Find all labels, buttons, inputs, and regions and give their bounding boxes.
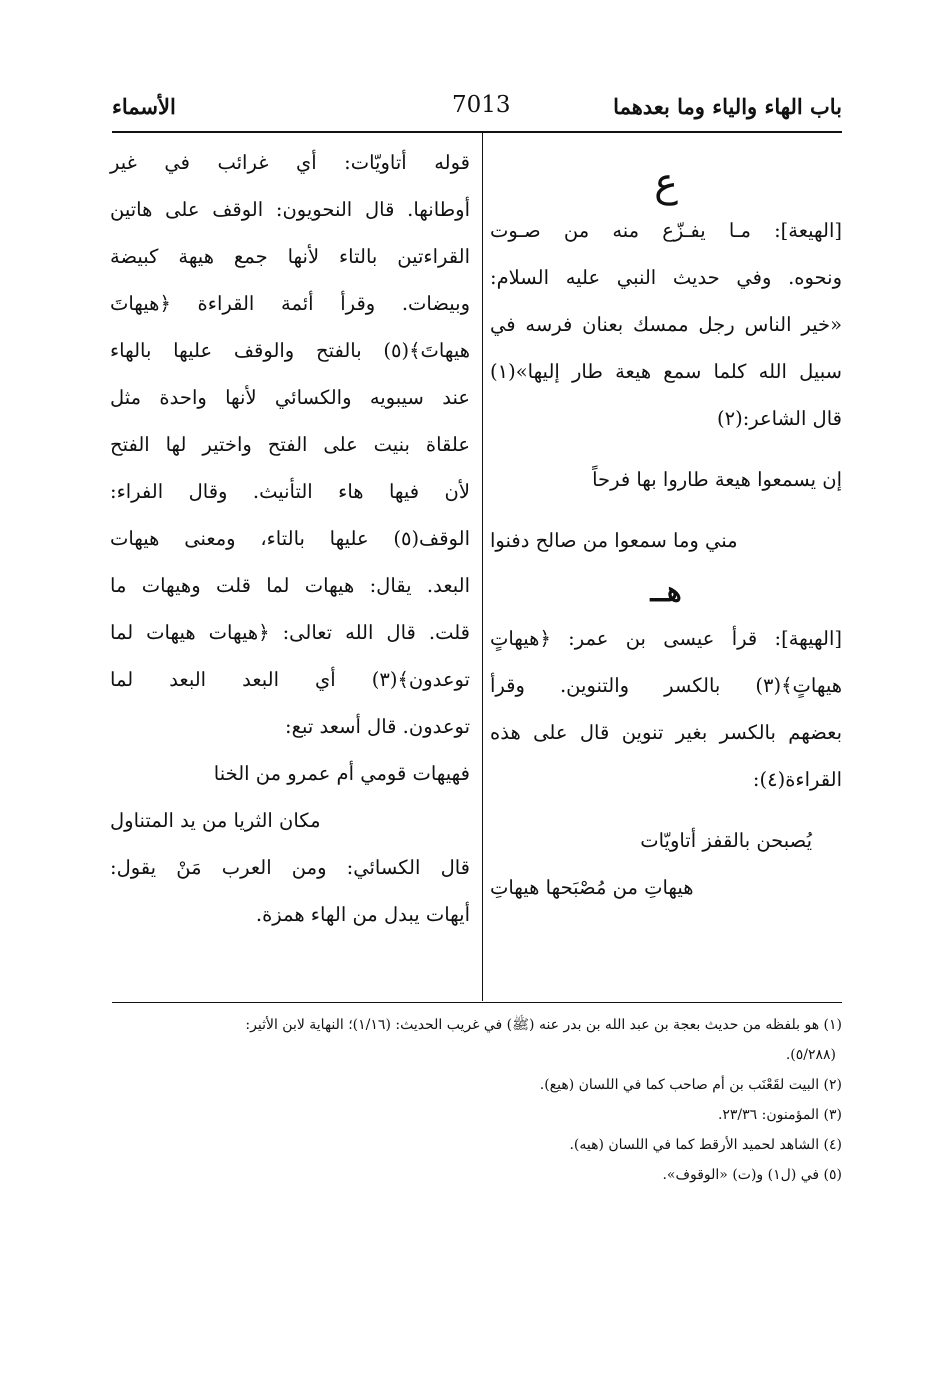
text-line: البعد. يقال: هيهات لما قلت وهيهات ما [110,574,470,597]
verse-line: مكان الثريا من يد المتناول [110,809,321,832]
text-line: علقاة بنيت على الفتح واختير لها الفتح [110,433,470,456]
text-line: هيهاتٍ﴾(٣) بالكسر والتنوين. وقرأ [490,674,842,697]
letter-ain-heading: ع [654,160,678,206]
footnote: (٥/٢٨٨). [785,1047,836,1063]
footnotes [112,1016,842,1196]
left-column [110,150,470,949]
header-rule [112,131,842,133]
text-line: سبيل الله كلما سمع هيعة طار إليها»(١) [490,360,842,383]
right-column [490,150,842,922]
text-line: أيهات يبدل من الهاء همزة. [255,903,470,926]
footnote: (٤) الشاهد لحميد الأرقط كما في اللسان (هيه). [569,1137,842,1153]
text-line: قال الشاعر:(٢) [717,407,842,430]
footnote: (٥) في (ل١) و(ت) «الوقوف». [662,1167,842,1183]
text-line: وبيضات. وقرأ أئمة القراءة ﴿هيهاتَ [110,292,470,315]
text-line: قوله أتاويّات: أي غرائب في غير [110,151,470,174]
text-line: أوطانها. قال النحويون: الوقف على هاتين [110,198,470,221]
text-line: لأن فيها هاء التأنيث. وقال الفراء: [110,480,470,503]
verse-line: فهيهات قومي أم عمرو من الخنا [213,762,470,785]
text-line: هيهاتَ﴾(٥) بالفتح والوقف عليها بالهاء [110,339,470,362]
verse-line: إن يسمعوا هيعة طاروا بها فرحاً [592,468,842,491]
text-line: ونحوه. وفي حديث النبي عليه السلام: [490,266,842,289]
text-line: «خير الناس رجل ممسك بعنان فرسه في [490,313,842,336]
text-line: توعدون. قال أسعد تبع: [285,715,470,738]
text-line: القراءة(٤): [752,768,842,791]
footnote-rule [112,1002,842,1003]
verse-line: يُصبحن بالقفز أتاويّات [640,829,812,852]
text-line: عند سيبويه والكسائي لأنها واحدة مثل [110,386,470,409]
footnote: (٣) المؤمنون: ٢٣/٣٦. [717,1107,842,1123]
text-line: توعدون﴾(٣) أي البعد البعد لما [110,668,470,691]
text-line: قلت. قال الله تعالى: ﴿هيهات هيهات لما [110,621,470,644]
text-line: بعضهم بالكسر بغير تنوين قال على هذه [490,721,842,744]
footnote: (٢) البيت لقَعْنَب بن أم صاحب كما في اللسان (هيع). [539,1077,842,1093]
column-divider [482,133,483,1001]
footnote: (١) هو بلفظه من حديث بعجة بن عبد الله بن بدر عنه (ﷺ) في غريب الحديث: (١/١٦)؛ النهاية لابن الأثير: [245,1017,842,1033]
category-title: الأسماء [112,94,176,119]
verse-line: مني وما سمعوا من صالح دفنوا [490,529,738,552]
verse-line: هيهاتِ من مُصْبَحها هيهاتِ [490,876,694,899]
text-line: [الهيهة]: قرأ عيسى بن عمر: ﴿هيهاتٍ [490,627,842,650]
text-line: قال الكسائي: ومن العرب مَنْ يقول: [110,856,470,879]
letter-ha-heading: هــ [650,575,682,608]
text-line: القراءتين بالتاء لأنها جمع هيهة كبيضة [110,245,470,268]
text-line: [الهيعة]: مـا يفـزّع منه من صـوت [490,219,842,242]
page-number: 7013 [452,92,511,118]
section-title: باب الهاء والياء وما بعدهما [613,94,842,119]
page-header [112,92,842,128]
text-line: الوقف(٥) عليها بالتاء، ومعنى هيهات [110,527,470,550]
